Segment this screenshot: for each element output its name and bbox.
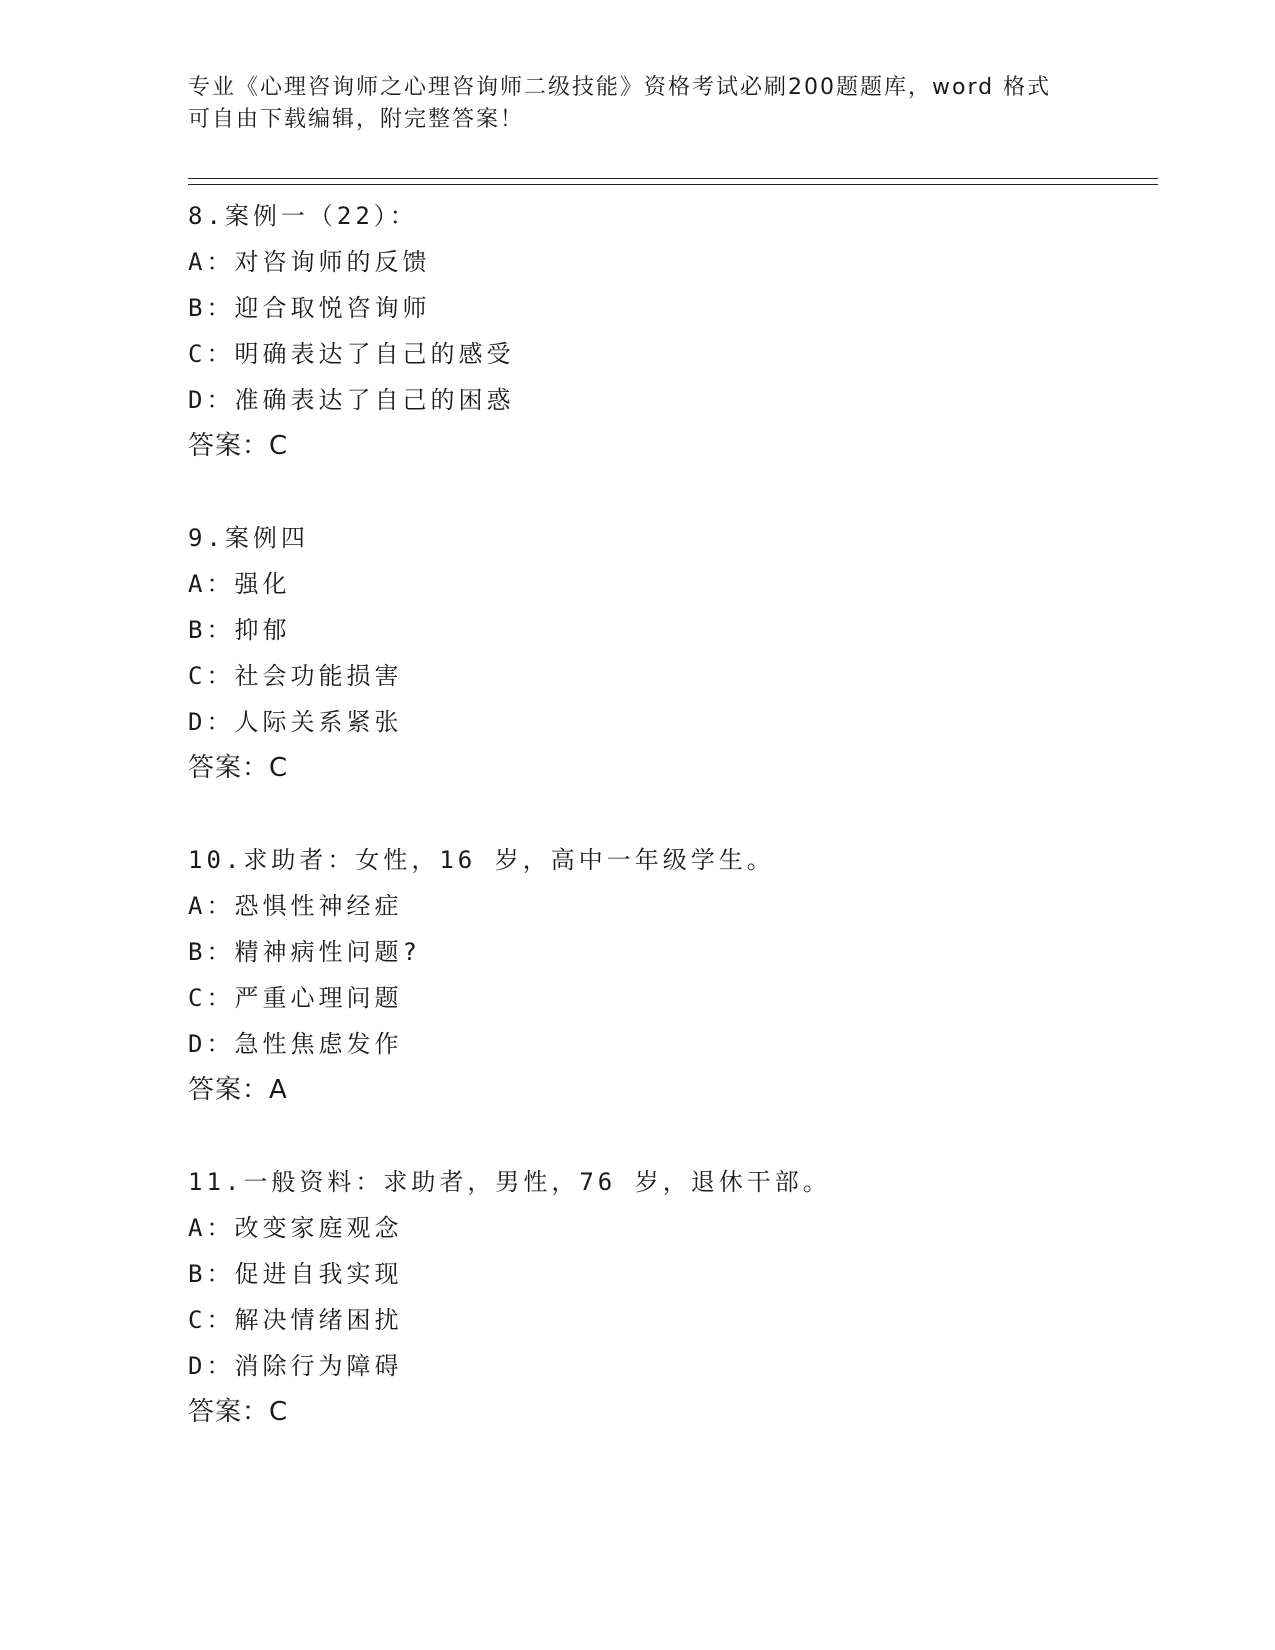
option-b: B：迎合取悦咨询师 [188, 294, 431, 322]
option-d: D：急性焦虑发作 [188, 1030, 403, 1058]
question-stem: 8.案例一（22）： [188, 202, 418, 230]
question-stem: 9.案例四 [188, 524, 309, 552]
header-divider-top [188, 178, 1158, 179]
header-line-2: 可自由下载编辑，附完整答案！ [188, 107, 525, 132]
option-d: D：准确表达了自己的困惑 [188, 386, 515, 414]
question-stem: 10.求助者：女性，16 岁，高中一年级学生。 [188, 846, 775, 874]
answer-label: 答案：C [188, 753, 289, 783]
header-line-1: 专业《心理咨询师之心理咨询师二级技能》资格考试必刷200题题库，word 格式 [188, 75, 1052, 100]
option-b: B：精神病性问题? [188, 938, 421, 966]
option-a: A：恐惧性神经症 [188, 892, 403, 920]
question-list [188, 193, 1138, 1481]
question-10 [188, 837, 1138, 1113]
option-c: C：严重心理问题 [188, 984, 403, 1012]
question-11 [188, 1159, 1138, 1435]
option-a: A：强化 [188, 570, 291, 598]
option-c: C：解决情绪困扰 [188, 1306, 403, 1334]
answer-label: 答案：C [188, 431, 289, 461]
question-9 [188, 515, 1138, 791]
option-c: C：社会功能损害 [188, 662, 403, 690]
document-header [188, 72, 1088, 136]
option-b: B：抑郁 [188, 616, 291, 644]
question-8 [188, 193, 1138, 469]
answer-label: 答案：C [188, 1397, 289, 1427]
option-b: B：促进自我实现 [188, 1260, 403, 1288]
question-stem: 11.一般资料：求助者，男性，76 岁，退休干部。 [188, 1168, 831, 1196]
option-c: C：明确表达了自己的感受 [188, 340, 515, 368]
answer-label: 答案：A [188, 1075, 288, 1105]
header-divider-bottom [188, 184, 1158, 185]
option-a: A：对咨询师的反馈 [188, 248, 431, 276]
option-d: D：人际关系紧张 [188, 708, 403, 736]
option-d: D：消除行为障碍 [188, 1352, 403, 1380]
option-a: A：改变家庭观念 [188, 1214, 403, 1242]
